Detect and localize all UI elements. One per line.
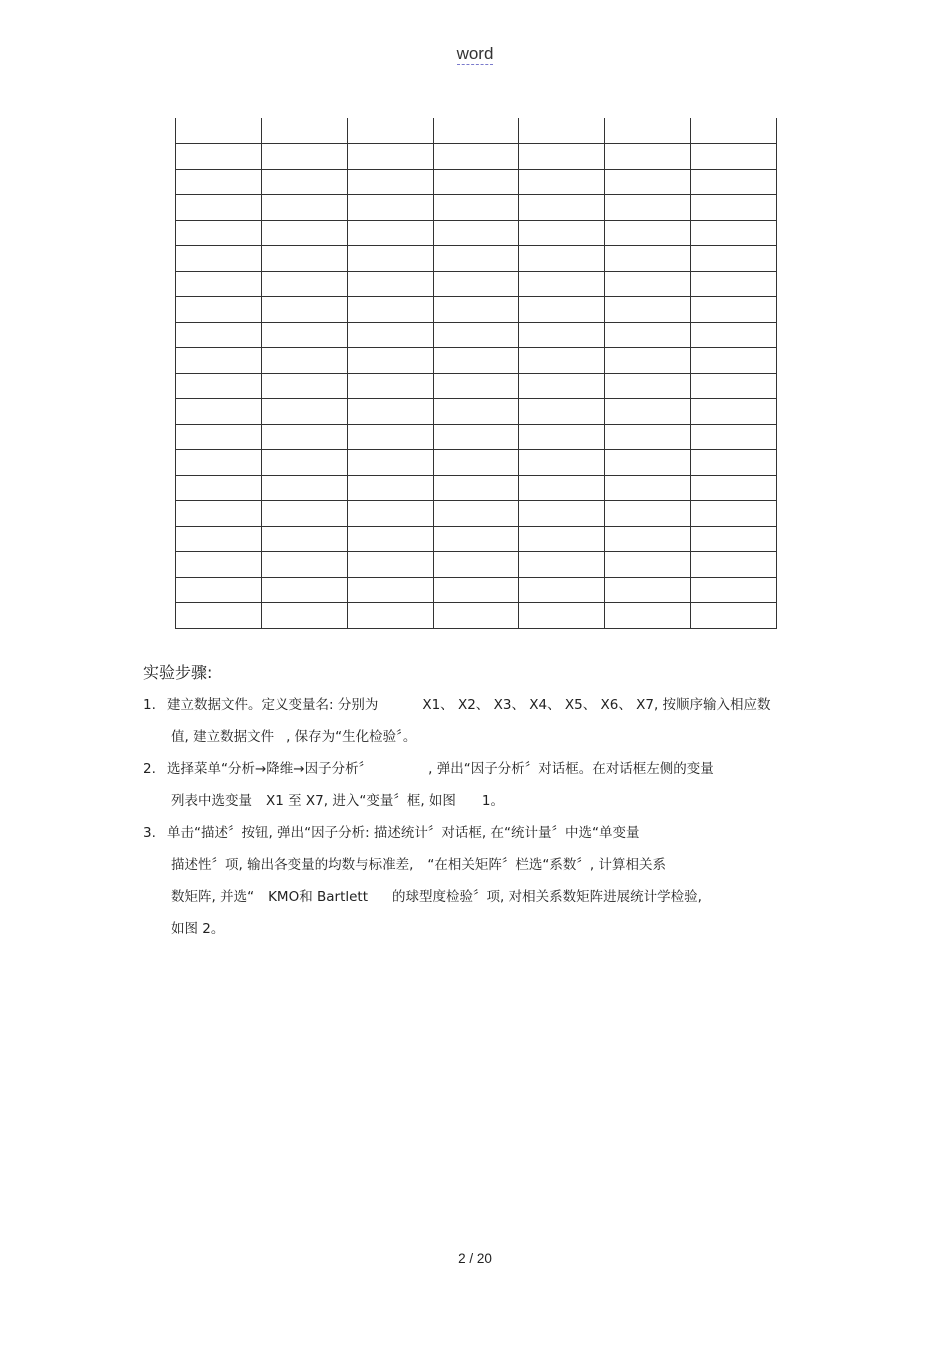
table-cell xyxy=(519,424,605,450)
table-row xyxy=(176,424,777,450)
table-cell xyxy=(347,297,433,323)
table-cell xyxy=(519,271,605,297)
step-3-line-4 xyxy=(143,918,823,950)
table-cell xyxy=(691,501,777,527)
table-cell xyxy=(176,118,262,144)
table-cell xyxy=(261,475,347,501)
table-cell xyxy=(347,373,433,399)
table-cell xyxy=(691,399,777,425)
table-cell xyxy=(691,144,777,170)
table-cell xyxy=(261,144,347,170)
step-text: KMO和 Bartlett xyxy=(268,889,369,905)
table-cell xyxy=(347,195,433,221)
table-cell xyxy=(605,297,691,323)
table-cell xyxy=(176,144,262,170)
table-cell xyxy=(347,246,433,272)
table-cell xyxy=(261,577,347,603)
table-cell xyxy=(261,603,347,629)
table-cell xyxy=(605,144,691,170)
table-cell xyxy=(433,246,519,272)
table-cell xyxy=(347,603,433,629)
table-cell xyxy=(519,373,605,399)
table-row xyxy=(176,348,777,374)
table-cell xyxy=(691,271,777,297)
table-cell xyxy=(433,144,519,170)
table-cell xyxy=(433,475,519,501)
table-cell xyxy=(176,475,262,501)
table-cell xyxy=(347,577,433,603)
table-cell xyxy=(176,552,262,578)
table-cell xyxy=(176,526,262,552)
table-cell xyxy=(176,322,262,348)
step-text: X1 至 X7, 进入“变量〞框, 如图 xyxy=(266,793,456,809)
table-cell xyxy=(519,603,605,629)
table-cell xyxy=(261,246,347,272)
table-row xyxy=(176,169,777,195)
table-cell xyxy=(691,552,777,578)
table-cell xyxy=(519,169,605,195)
table-row xyxy=(176,450,777,476)
table-cell xyxy=(261,169,347,195)
table-cell xyxy=(347,424,433,450)
table-cell xyxy=(605,118,691,144)
table-cell xyxy=(605,169,691,195)
step-text: 描述性〞项, 输出各变量的均数与标准差, xyxy=(171,857,414,873)
table-cell xyxy=(176,220,262,246)
step-text: 列表中选变量 xyxy=(171,793,252,809)
table-cell xyxy=(605,424,691,450)
table-cell xyxy=(433,322,519,348)
table-cell xyxy=(691,297,777,323)
table-cell xyxy=(176,577,262,603)
table-row xyxy=(176,399,777,425)
table-row xyxy=(176,526,777,552)
table-cell xyxy=(519,144,605,170)
table-cell xyxy=(433,577,519,603)
table-row xyxy=(176,118,777,144)
step-3-line-3 xyxy=(143,886,823,918)
table-cell xyxy=(691,450,777,476)
table-cell xyxy=(433,501,519,527)
table-cell xyxy=(347,475,433,501)
table-cell xyxy=(605,271,691,297)
table-cell xyxy=(176,297,262,323)
table-cell xyxy=(176,246,262,272)
step-text: 建立数据文件。定义变量名: 分别为 xyxy=(167,697,379,713)
table-row xyxy=(176,475,777,501)
step-text: X1、 X2、 X3、 X4、 X5、 X6、 X7, 按顺序输入相应数 xyxy=(422,697,771,713)
table-cell xyxy=(519,399,605,425)
step-text: , 保存为“生化检验〞。 xyxy=(286,729,417,745)
table-cell xyxy=(691,118,777,144)
table-cell xyxy=(261,271,347,297)
table-cell xyxy=(347,348,433,374)
table-cell xyxy=(519,297,605,323)
table-cell xyxy=(433,603,519,629)
table-cell xyxy=(261,450,347,476)
step-text: 1。 xyxy=(481,793,505,809)
table-row xyxy=(176,220,777,246)
table-cell xyxy=(691,603,777,629)
table-cell xyxy=(261,297,347,323)
step-text: 选择菜单“分析→降维→因子分析〞 xyxy=(167,761,373,777)
table-cell xyxy=(519,577,605,603)
table-cell xyxy=(691,195,777,221)
table-cell xyxy=(519,220,605,246)
table-cell xyxy=(347,118,433,144)
table-cell xyxy=(605,195,691,221)
table-cell xyxy=(347,169,433,195)
table-cell xyxy=(347,322,433,348)
table-cell xyxy=(347,271,433,297)
table-row xyxy=(176,144,777,170)
table-cell xyxy=(261,373,347,399)
table-cell xyxy=(433,169,519,195)
table-cell xyxy=(691,424,777,450)
table-cell xyxy=(691,246,777,272)
table-row xyxy=(176,552,777,578)
table-cell xyxy=(261,195,347,221)
step-1-line-1 xyxy=(143,694,823,726)
table-cell xyxy=(433,424,519,450)
table-cell xyxy=(519,195,605,221)
table-row xyxy=(176,501,777,527)
table-cell xyxy=(176,348,262,374)
table-cell xyxy=(605,246,691,272)
step-text: , 弹出“因子分析〞对话框。在对话框左侧的变量 xyxy=(428,761,714,777)
step-number: 2. xyxy=(143,761,156,777)
page-number: 2 / 20 xyxy=(458,1251,492,1266)
table-cell xyxy=(605,501,691,527)
table-cell xyxy=(691,577,777,603)
table-cell xyxy=(261,424,347,450)
table-cell xyxy=(347,399,433,425)
table-cell xyxy=(605,526,691,552)
table-cell xyxy=(691,322,777,348)
table-cell xyxy=(176,450,262,476)
table-cell xyxy=(176,271,262,297)
table-cell xyxy=(347,450,433,476)
table-cell xyxy=(519,526,605,552)
table-cell xyxy=(176,424,262,450)
table-cell xyxy=(433,399,519,425)
table-cell xyxy=(519,348,605,374)
table-cell xyxy=(261,501,347,527)
table-row xyxy=(176,195,777,221)
step-2 xyxy=(143,758,823,822)
table-cell xyxy=(347,144,433,170)
step-number: 1. xyxy=(143,697,156,713)
table-cell xyxy=(605,220,691,246)
table-cell xyxy=(605,322,691,348)
table-cell xyxy=(691,169,777,195)
table-cell xyxy=(347,501,433,527)
table-cell xyxy=(347,552,433,578)
table-cell xyxy=(605,399,691,425)
table-cell xyxy=(261,118,347,144)
table-cell xyxy=(176,399,262,425)
table-cell xyxy=(347,220,433,246)
step-text: 的球型度检验〞项, 对相关系数矩阵进展统计学检验, xyxy=(392,889,702,905)
table-cell xyxy=(176,603,262,629)
table-cell xyxy=(605,603,691,629)
step-text: 单击“描述〞按钮, 弹出“因子分析: 描述统计〞对话框, 在“统计量〞中选“单变量 xyxy=(167,825,640,841)
table-cell xyxy=(691,526,777,552)
table-cell xyxy=(433,271,519,297)
table-cell xyxy=(519,501,605,527)
table-cell xyxy=(433,526,519,552)
step-number: 3. xyxy=(143,825,156,841)
table-cell xyxy=(176,195,262,221)
step-2-line-2 xyxy=(143,790,823,822)
table-row xyxy=(176,577,777,603)
table-row xyxy=(176,603,777,629)
step-1-line-2 xyxy=(143,726,823,758)
table-cell xyxy=(261,399,347,425)
table-cell xyxy=(519,475,605,501)
table-cell xyxy=(433,195,519,221)
table-cell xyxy=(176,373,262,399)
step-text: 值, 建立数据文件 xyxy=(171,729,275,745)
steps-list xyxy=(143,694,823,950)
table-cell xyxy=(176,501,262,527)
empty-data-table xyxy=(175,118,777,629)
table-cell xyxy=(519,246,605,272)
table-cell xyxy=(433,118,519,144)
table-cell xyxy=(605,450,691,476)
table-cell xyxy=(519,322,605,348)
table-cell xyxy=(691,348,777,374)
step-2-line-1 xyxy=(143,758,823,790)
table-cell xyxy=(433,297,519,323)
table-cell xyxy=(519,450,605,476)
step-text: “在相关矩阵〞栏选“系数〞, 计算相关系 xyxy=(427,857,666,873)
table-row xyxy=(176,271,777,297)
step-text: 数矩阵, 并选“ xyxy=(171,889,255,905)
table-cell xyxy=(261,526,347,552)
table-cell xyxy=(433,373,519,399)
table-cell xyxy=(605,348,691,374)
step-3-line-1 xyxy=(143,822,823,854)
table-row xyxy=(176,297,777,323)
step-3-line-2 xyxy=(143,854,823,886)
header-title: word xyxy=(456,44,494,63)
step-text: 如图 2。 xyxy=(171,921,225,937)
table-cell xyxy=(691,475,777,501)
table-row xyxy=(176,373,777,399)
table-cell xyxy=(605,552,691,578)
table-cell xyxy=(691,220,777,246)
page-header xyxy=(0,44,950,64)
step-3 xyxy=(143,822,823,950)
table-cell xyxy=(261,552,347,578)
table-cell xyxy=(261,322,347,348)
section-title: 实验步骤: xyxy=(143,663,213,682)
table-cell xyxy=(433,348,519,374)
table-row xyxy=(176,322,777,348)
table-cell xyxy=(176,169,262,195)
table-cell xyxy=(605,577,691,603)
table-cell xyxy=(261,348,347,374)
table-cell xyxy=(519,118,605,144)
table-cell xyxy=(433,552,519,578)
table-row xyxy=(176,246,777,272)
table-cell xyxy=(433,220,519,246)
table-cell xyxy=(261,220,347,246)
table-cell xyxy=(433,450,519,476)
table-cell xyxy=(605,373,691,399)
table-cell xyxy=(605,475,691,501)
step-1 xyxy=(143,694,823,758)
table-cell xyxy=(347,526,433,552)
table-cell xyxy=(519,552,605,578)
table-cell xyxy=(691,373,777,399)
